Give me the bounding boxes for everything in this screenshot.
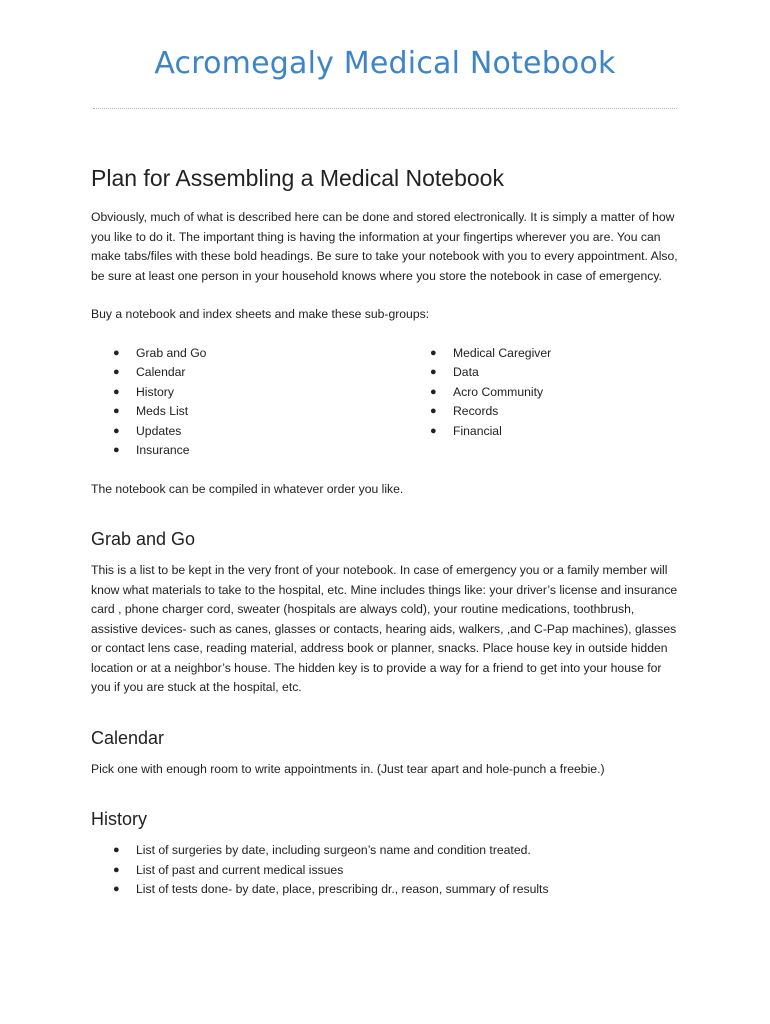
calendar-heading: Calendar <box>91 727 165 748</box>
history-list <box>91 841 681 900</box>
list-item: ● Grab and Go <box>91 344 408 364</box>
grab-and-go-heading: Grab and Go <box>91 529 196 549</box>
list-item: ● Calendar <box>91 363 408 383</box>
list-item: ● Updates <box>91 422 408 442</box>
title-divider <box>93 108 677 109</box>
bullet-icon: ● <box>113 424 120 437</box>
list-item: ● Medical Caregiver <box>408 344 681 364</box>
order-note: The notebook can be compiled in whatever order you like. <box>91 481 404 496</box>
list-item: ● Insurance <box>91 441 408 461</box>
subgroups-left-column <box>91 344 408 461</box>
list-item: ● List of tests done- by date, place, prescribing dr., reason, summary of results <box>91 880 681 900</box>
list-item: ● Acro Community <box>408 383 681 403</box>
document-body <box>91 162 681 900</box>
bullet-icon: ● <box>113 366 120 378</box>
list-item: ● Financial <box>408 422 681 442</box>
list-item: ● Records <box>408 402 681 422</box>
bullet-icon: ● <box>113 444 120 456</box>
grab-and-go-paragraph: This is a list to be kept in the very front of your notebook. In case of emergency you or a family member will know what materials to take to the hospital, etc. Mine includes things like: your driver’s license and insurance card , phone charger cord, sweater (hospitals are always cold), your routine medications, toothbrush, assistive devices- such as canes, glasses or contacts, hearing aids, walkers, ,and C-Pap machines), glasses or contact lens case, reading material, address book or planner, snacks. Place house key in outside hidden location or at a neighbor’s house. The hidden key is to provide a way for a friend to get into your house for you if you are stuck at the hospital, etc. <box>91 563 678 694</box>
plan-intro-paragraph: Obviously, much of what is described here can be done and stored electronically. It is simply a matter of how you like to do it. The important thing is having the information at your fingertips wherever you are. You can make tabs/files with these bold headings. Be sure to take your notebook with you to every appointment. Also, be sure at least one person in your household knows where you store the notebook in case of emergency. <box>91 210 678 283</box>
bullet-icon: ● <box>113 883 120 895</box>
bullet-icon: ● <box>430 424 437 437</box>
bullet-icon: ● <box>113 385 120 398</box>
bullet-icon: ● <box>113 405 120 417</box>
bullet-icon: ● <box>113 346 120 359</box>
bullet-icon: ● <box>430 366 437 378</box>
list-item: ● Meds List <box>91 402 408 422</box>
bullet-icon: ● <box>113 844 120 856</box>
subgroups-list <box>91 344 681 461</box>
bullet-icon: ● <box>430 346 437 359</box>
list-item: ● List of surgeries by date, including surgeon’s name and condition treated. <box>91 841 681 861</box>
list-item: ● Data <box>408 363 681 383</box>
bullet-icon: ● <box>430 405 437 417</box>
document-title: Acromegaly Medical Notebook <box>154 46 616 81</box>
list-item: ● List of past and current medical issues <box>91 861 681 881</box>
plan-heading: Plan for Assembling a Medical Notebook <box>91 165 504 191</box>
list-item: ● History <box>91 383 408 403</box>
bullet-icon: ● <box>430 385 437 398</box>
calendar-paragraph: Pick one with enough room to write appointments in. (Just tear apart and hole-punch a freebie.) <box>91 761 605 776</box>
bullet-icon: ● <box>113 863 120 876</box>
subgroups-right-column <box>408 344 681 461</box>
history-heading: History <box>91 809 148 829</box>
buy-notebook-text: Buy a notebook and index sheets and make these sub-groups: <box>91 307 430 321</box>
